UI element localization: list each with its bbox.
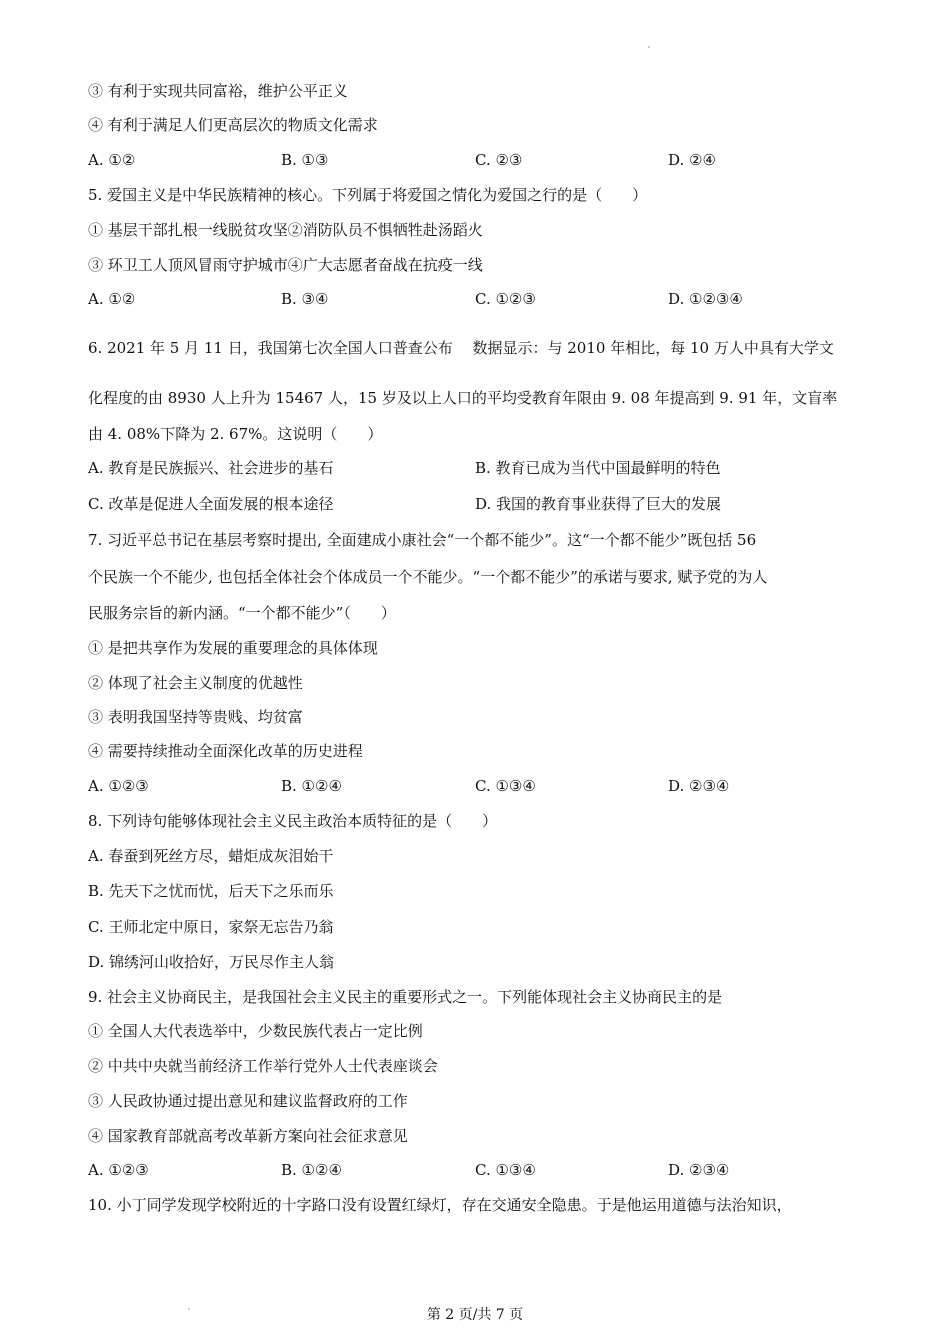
scan-dot-top (648, 46, 650, 48)
question-9: 9. 社会主义协商民主，是我国社会主义民主的重要形式之一。下列能体现社会主义协商民主的是 (88, 988, 723, 1006)
option-d: D. 锦绣河山收拾好，万民尽作主人翁 (88, 953, 335, 971)
text-line: ③ 环卫工人顶风冒雨守护城市④广大志愿者奋战在抗疫一线 (88, 256, 483, 274)
option-a: A. ①② (88, 290, 136, 308)
text-line: 个民族一个不能少, 也包括全体社会个体成员一个不能少。“一个都不能少”的承诺与要求, 赋予党的为人 (88, 568, 768, 586)
option-a: A. ①②③ (88, 777, 149, 795)
option-c: C. ①③④ (475, 777, 536, 795)
option-b: B. 教育已成为当代中国最鲜明的特色 (475, 459, 721, 477)
option-d: D. ②④ (668, 151, 716, 169)
option-d: D. ②③④ (668, 1161, 730, 1179)
page-footer: 第 2 页/共 7 页 (426, 1307, 524, 1323)
question-5: 5. 爱国主义是中华民族精神的核心。下列属于将爱国之情化为爱国之行的是（ ） (88, 186, 648, 204)
option-c: C. ①②③ (475, 290, 536, 308)
text-line: 化程度的由 8930 人上升为 15467 人，15 岁及以上人口的平均受教育年限由 9. 08 年提高到 9. 91 年，文盲率 (88, 389, 838, 407)
text-line: ④ 国家教育部就高考改革新方案向社会征求意见 (88, 1127, 408, 1145)
text-line: 由 4. 08%下降为 2. 67%。这说明（ ） (88, 425, 383, 443)
question-10: 10. 小丁同学发现学校附近的十字路口没有设置红绿灯，存在交通安全隐患。于是他运用道德与法治知识， (88, 1196, 792, 1214)
option-a: A. 春蚕到死丝方尽，蜡炬成灰泪始干 (88, 847, 334, 865)
text-line: ② 中共中央就当前经济工作举行党外人士代表座谈会 (88, 1057, 438, 1075)
option-a: A. ①② (88, 151, 136, 169)
option-c: C. ①③④ (475, 1161, 536, 1179)
text-line: 民服务宗旨的新内涵。“一个都不能少”（ ） (88, 604, 396, 622)
text-line: ① 全国人大代表选举中，少数民族代表占一定比例 (88, 1022, 423, 1040)
option-a: A. ①②③ (88, 1161, 149, 1179)
text-line: ④ 有利于满足人们更高层次的物质文化需求 (88, 116, 378, 134)
question-7: 7. 习近平总书记在基层考察时提出, 全面建成小康社会“一个都不能少”。这“一个都不能少”既包括 56 (88, 531, 757, 549)
option-b: B. ①②④ (281, 1161, 342, 1179)
text-line: ① 是把共享作为发展的重要理念的具体体现 (88, 639, 378, 657)
option-b: B. ①②④ (281, 777, 342, 795)
option-c: C. 王师北定中原日，家祭无忘告乃翁 (88, 918, 334, 936)
option-b: B. ③④ (281, 290, 329, 308)
question-8: 8. 下列诗句能够体现社会主义民主政治本质特征的是（ ） (88, 812, 498, 830)
text-line: ② 体现了社会主义制度的优越性 (88, 674, 303, 692)
option-d: D. ①②③④ (668, 290, 743, 308)
text-line: ③ 表明我国坚持等贵贱、均贫富 (88, 708, 303, 726)
option-b: B. 先天下之忧而忧，后天下之乐而乐 (88, 882, 334, 900)
text-line: ③ 有利于实现共同富裕，维护公平正义 (88, 82, 348, 100)
text-line: ① 基层干部扎根一线脱贫攻坚②消防队员不惧牺牲赴汤蹈火 (88, 221, 483, 239)
option-d: D. 我国的教育事业获得了巨大的发展 (475, 495, 722, 513)
option-c: C. ②③ (475, 151, 523, 169)
text-line: ③ 人民政协通过提出意见和建议监督政府的工作 (88, 1092, 408, 1110)
question-6: 6. 2021 年 5 月 11 日，我国第七次全国人口普查公布 数据显示：与 2010 年相比，每 10 万人中具有大学文 (88, 339, 834, 357)
option-d: D. ②③④ (668, 777, 730, 795)
option-c: C. 改革是促进人全面发展的根本途径 (88, 495, 334, 513)
option-a: A. 教育是民族振兴、社会进步的基石 (88, 459, 334, 477)
option-b: B. ①③ (281, 151, 329, 169)
text-line: ④ 需要持续推动全面深化改革的历史进程 (88, 742, 363, 760)
